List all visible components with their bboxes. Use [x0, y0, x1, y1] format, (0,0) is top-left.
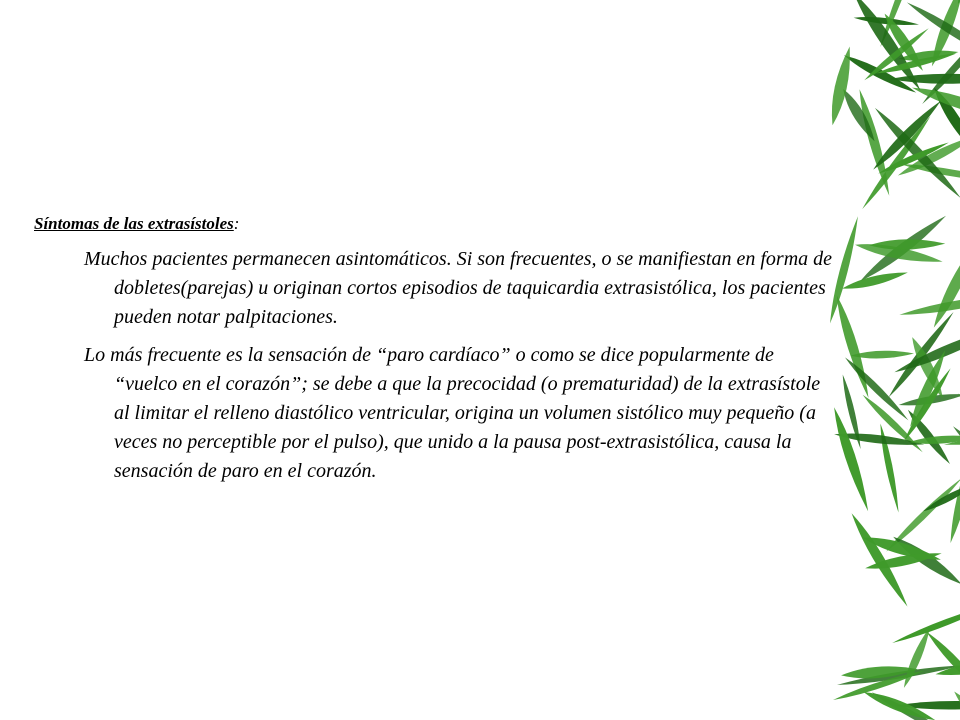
bamboo-leaf — [924, 629, 960, 699]
heading-title: Síntomas de las extrasístoles — [34, 214, 234, 233]
bamboo-leaves-decoration — [790, 0, 960, 720]
bamboo-leaf — [855, 88, 894, 197]
bamboo-leaf — [826, 215, 862, 324]
bamboo-leaf — [829, 406, 873, 513]
paragraph-2: Lo más frecuente es la sensación de “paro cardíaco” o como se dice popularmente de “vuelco en el corazón”; se debe a que la precocidad (o prematuridad) de la extrasístole al limitar el relleno diastólico ventricular, origina un volumen sistólico muy pequeño (a veces no perceptible por el pulso), que unido a la pausa post-extrasistólica, causa la sensación de paro en el corazón. — [84, 344, 821, 482]
heading — [34, 214, 239, 234]
heading-colon: : — [233, 214, 240, 233]
paragraph-1: Muchos pacientes permanecen asintomáticos. Si son frecuentes, o se manifiestan en forma de dobletes(parejas) u originan cortos episodios de taquicardia extrasistólica, los pacientes pueden notar palpitaciones. — [84, 248, 833, 328]
bamboo-leaf — [929, 237, 960, 330]
